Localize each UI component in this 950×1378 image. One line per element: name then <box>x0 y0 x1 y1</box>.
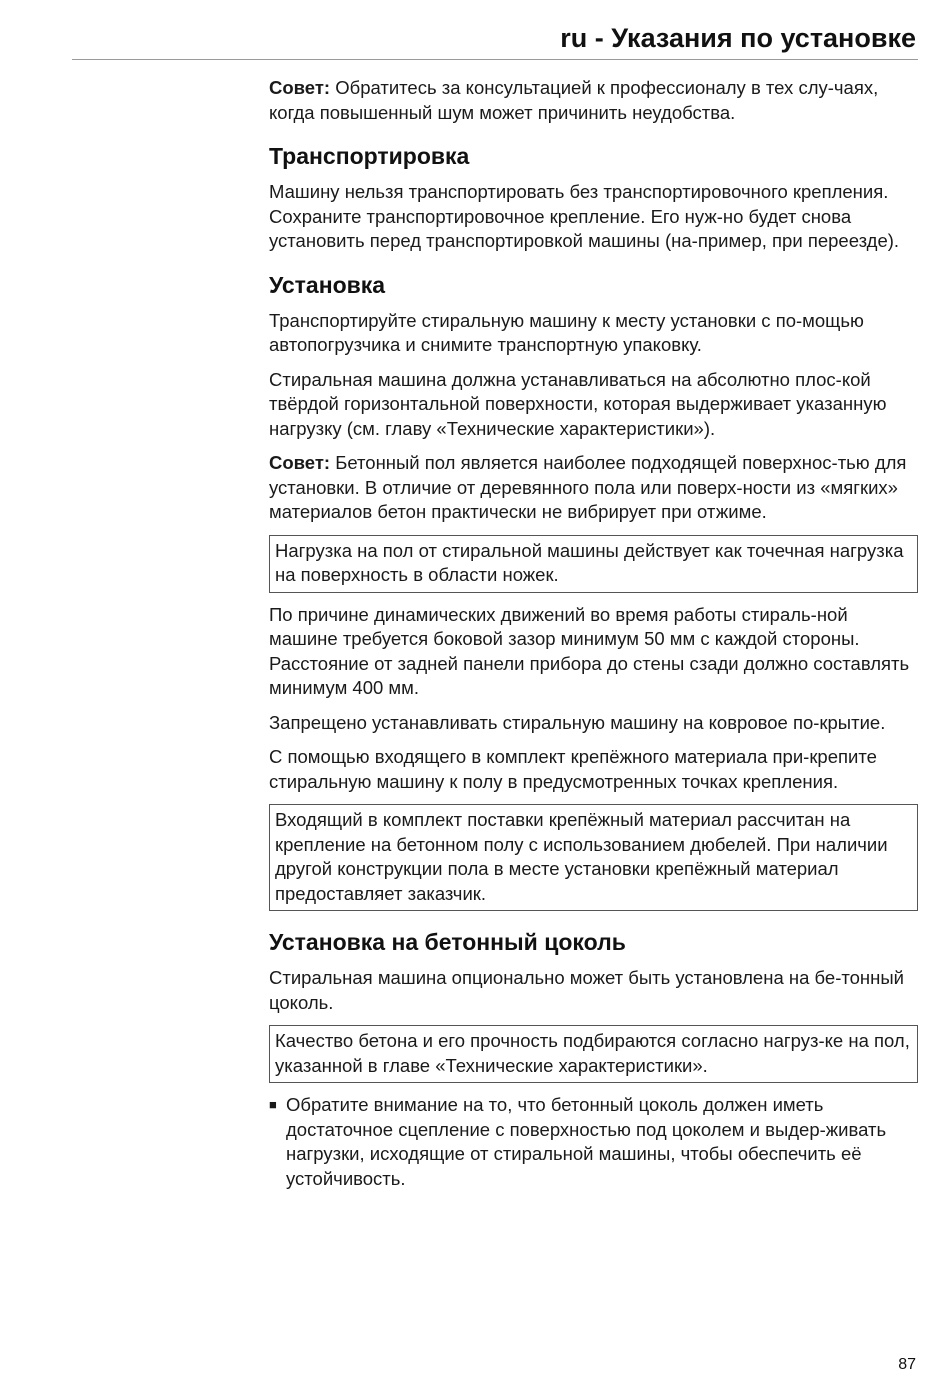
tip-text: Обратитесь за консультацией к профессионалу в тех слу-чаях, когда повышенный шум может причинить неудобства. <box>269 77 879 123</box>
transport-paragraph: Машину нельзя транспортировать без транспортировочного крепления. Сохраните транспортировочное крепление. Его нуж-но будет снова установить перед транспортировкой машины (на-пример, при переезде). <box>269 181 900 251</box>
installation-paragraph-4: Запрещено устанавливать стиральную машину на ковровое по-крытие. <box>269 711 886 733</box>
page-header-title: ru - Указания по установке <box>560 23 916 53</box>
installation-paragraph-3: По причине динамических движений во время работы стираль-ной машине требуется боковой зазор минимум 50 мм с каждой стороны. Расстояние от задней панели прибора до стены сзади должно составлять минимум 400 мм. <box>269 603 910 698</box>
notice-box-concrete-quality: Качество бетона и его прочность подбираются согласно нагруз-ке на пол, указанной в главе «Технические характеристики». <box>269 1025 918 1083</box>
list-item <box>269 1093 918 1191</box>
document-body <box>269 76 918 1191</box>
concrete-base-paragraph: Стиральная машина опционально может быть установлена на бе-тонный цоколь. <box>269 967 904 1013</box>
tip-text: Бетонный пол является наиболее подходящей поверхнос-тью для установки. В отличие от деревянного пола или поверх-ности из «мягких» материалов бетон практически не вибрирует при отжиме. <box>269 452 907 522</box>
installation-paragraph-5: С помощью входящего в комплект крепёжного материала при-крепите стиральную машину к полу в предусмотренных точках крепления. <box>269 746 877 792</box>
tip-label: Совет: <box>269 77 331 98</box>
section-heading-installation: Установка <box>269 271 386 298</box>
page-number: 87 <box>898 1356 916 1373</box>
section-heading-concrete-base: Установка на бетонный цоколь <box>269 929 626 955</box>
installation-paragraph-2: Стиральная машина должна устанавливаться на абсолютно плос-кой твёрдой горизонтальной поверхности, которая выдерживает указанную нагрузку (см. главу «Технические характеристики»). <box>269 368 887 439</box>
installation-paragraph-1: Транспортируйте стиральную машину к месту установки с по-мощью автопогрузчика и снимите транспортную упаковку. <box>269 309 864 355</box>
bullet-text: Обратите внимание на то, что бетонный цоколь должен иметь достаточное сцепление с поверхностью под цоколем и выдер-живать нагрузки, исходящие от стиральной машины, чтобы обеспечить её устойчивость. <box>286 1094 887 1189</box>
header-divider <box>72 59 918 60</box>
intro-tip <box>269 76 918 125</box>
notice-box-floor-load: Нагрузка на пол от стиральной машины действует как точечная нагрузка на поверхность в области ножек. <box>269 535 918 593</box>
section-heading-transport: Транспортировка <box>269 143 470 169</box>
installation-tip <box>269 451 918 525</box>
square-bullet-icon: ■ <box>269 1097 277 1112</box>
tip-label: Совет: <box>269 452 331 473</box>
notice-box-fastening: Входящий в комплект поставки крепёжный материал рассчитан на крепление на бетонном полу с использованием дюбелей. При наличии другой конструкции пола в месте установки крепёжный материал предоставляет заказчик. <box>269 804 918 911</box>
